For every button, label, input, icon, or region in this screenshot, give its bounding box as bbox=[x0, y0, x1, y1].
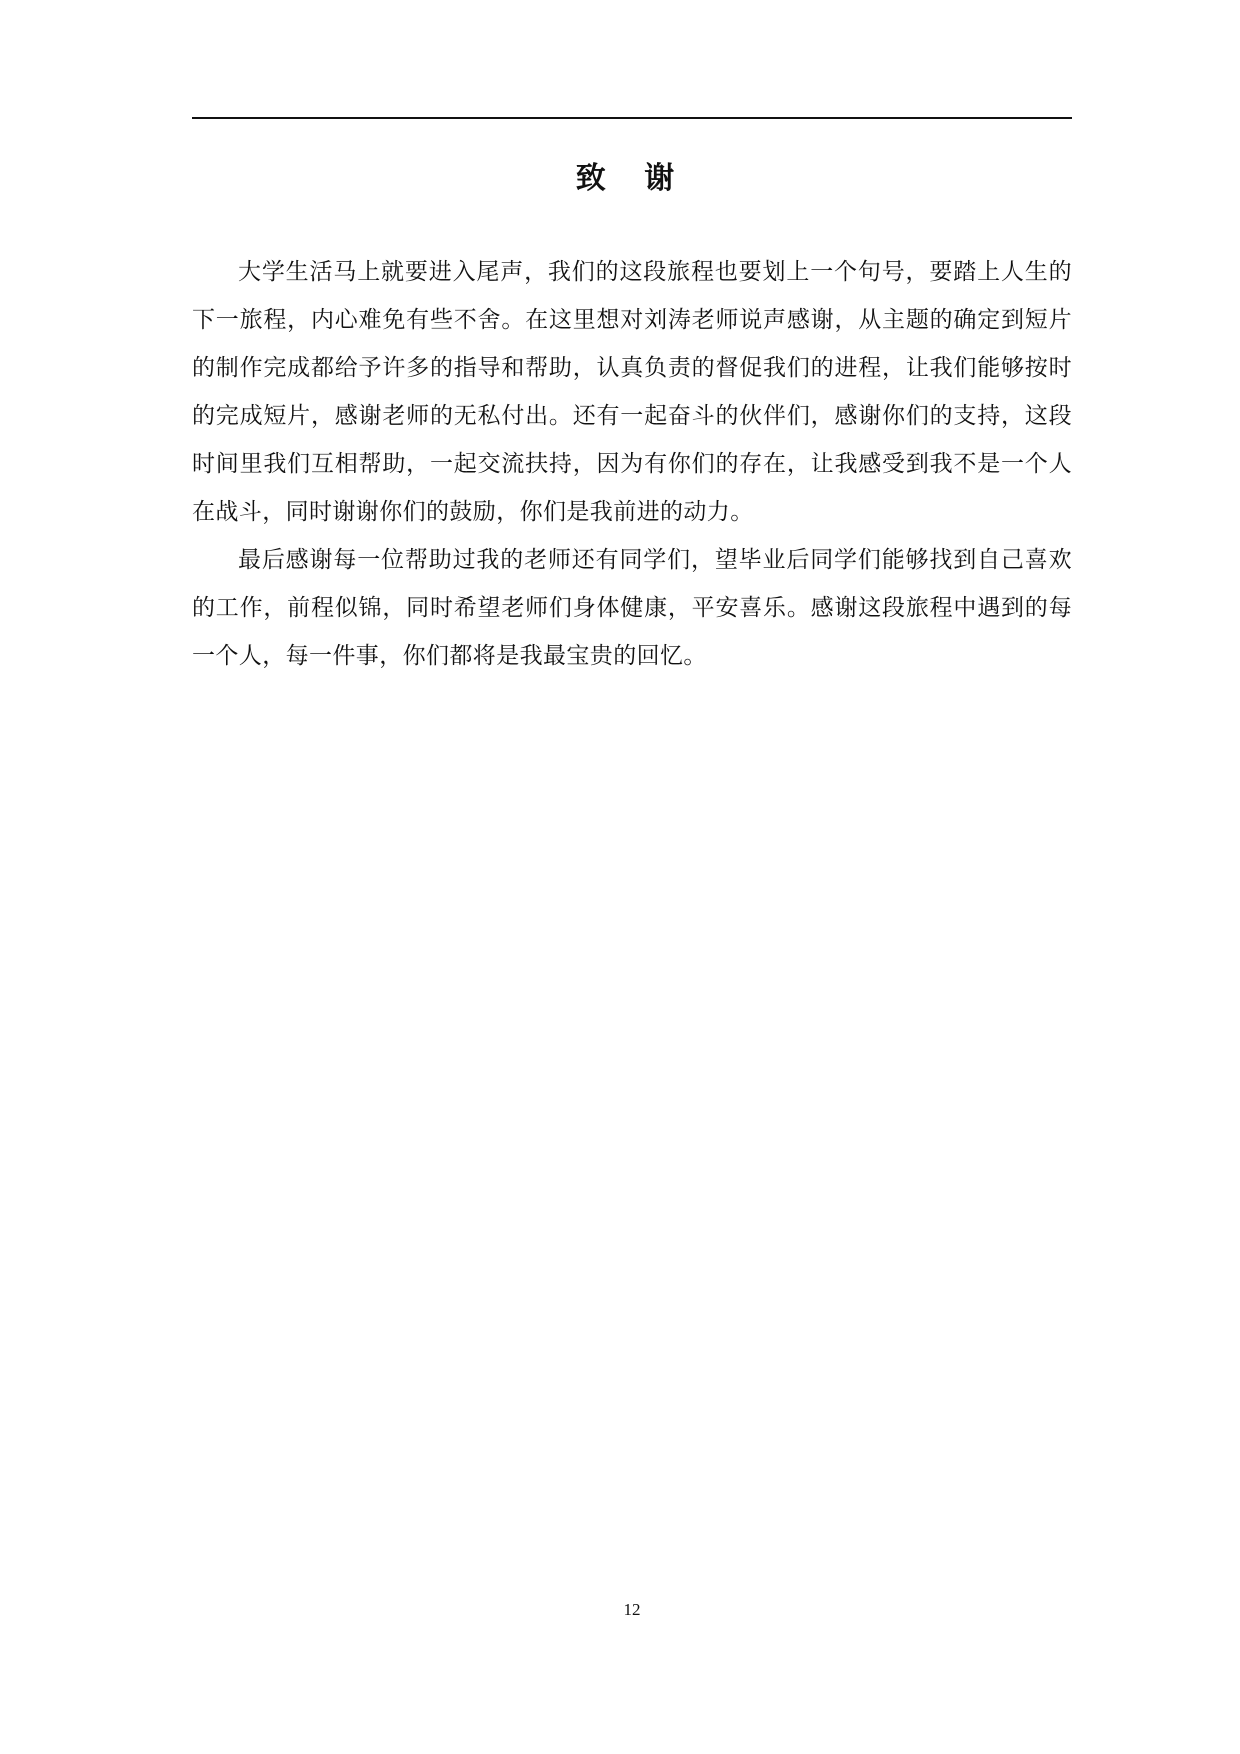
document-body bbox=[192, 248, 1072, 680]
page-title: 致 谢 bbox=[575, 161, 689, 196]
paragraph-1: 大学生活马上就要进入尾声，我们的这段旅程也要划上一个句号，要踏上人生的下一旅程，内心难免有些不舍。在这里想对刘涛老师说声感谢，从主题的确定到短片的制作完成都给予许多的指导和帮助，认真负责的督促我们的进程，让我们能够按时的完成短片，感谢老师的无私付出。还有一起奋斗的伙伴们，感谢你们的支持，这段时间里我们互相帮助，一起交流扶持，因为有你们的存在，让我感受到我不是一个人在战斗，同时谢谢你们的鼓励，你们是我前进的动力。 bbox=[192, 259, 1072, 525]
paragraph-2: 最后感谢每一位帮助过我的老师还有同学们，望毕业后同学们能够找到自己喜欢的工作，前程似锦，同时希望老师们身体健康，平安喜乐。感谢这段旅程中遇到的每一个人，每一件事，你们都将是我最宝贵的回忆。 bbox=[192, 547, 1072, 669]
page-number: 12 bbox=[623, 1600, 641, 1619]
header-rule bbox=[192, 117, 1072, 119]
